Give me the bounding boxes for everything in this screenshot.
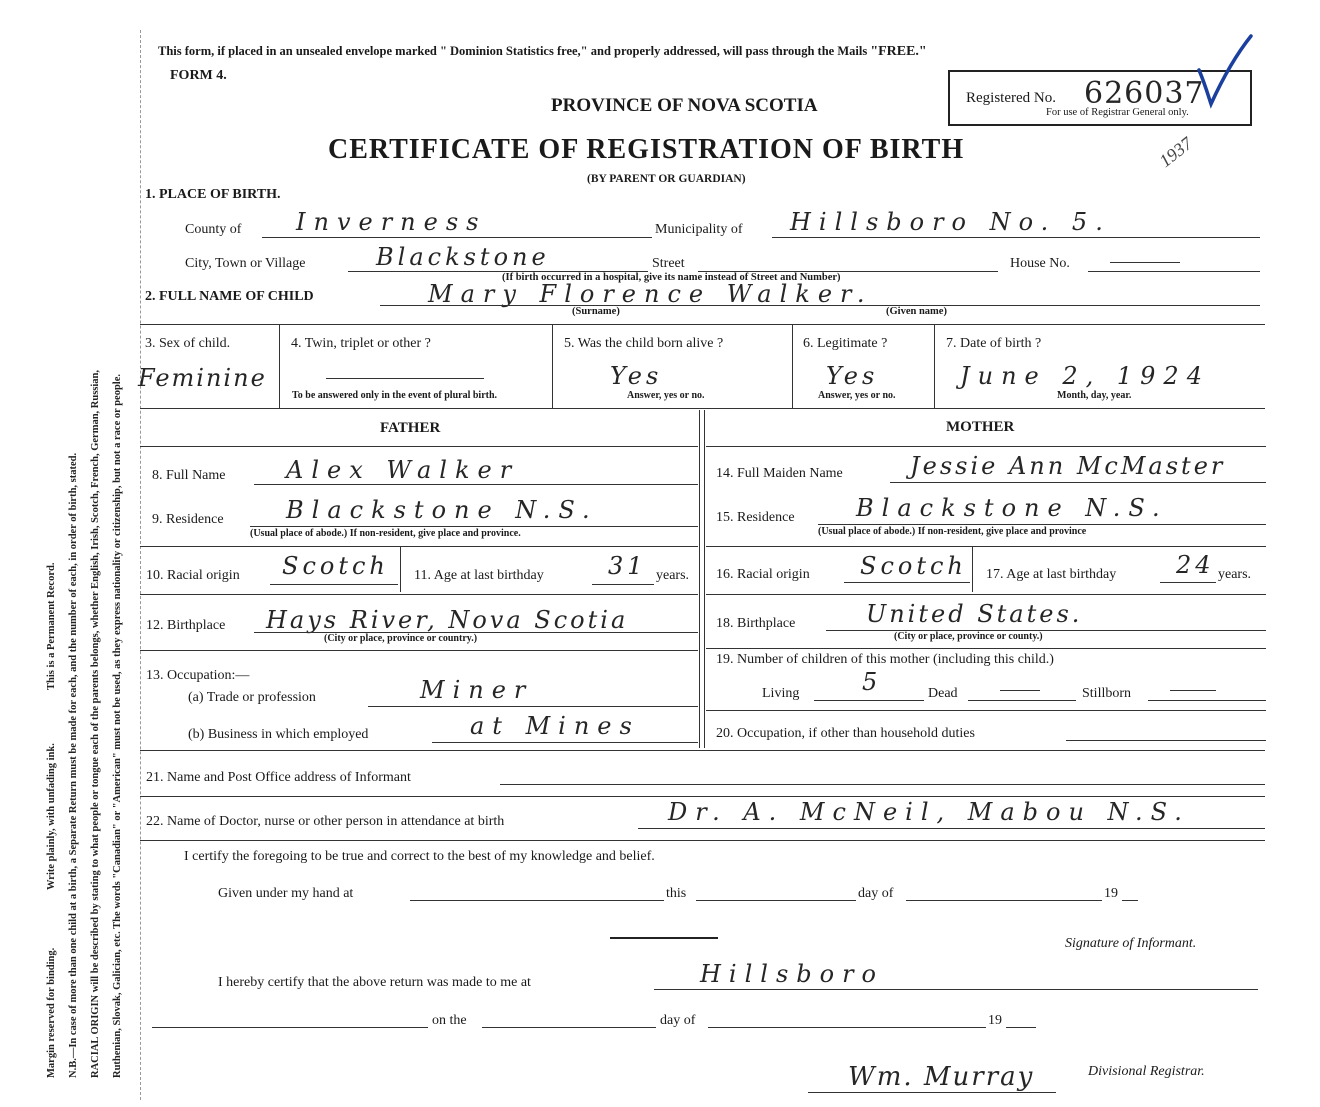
mother-rule-3 <box>706 648 1266 649</box>
father-res-note: (Usual place of abode.) If non-resident, give place and province. <box>250 528 521 539</box>
margin-note-nationality: Ruthenian, Slovak, Galician, etc. The words "Canadian" or "American" must not be used, as they express nationality or citizenship, but not a race or people. <box>112 373 123 1078</box>
margin-note-ink: Write plainly, with unfading ink. <box>46 743 57 890</box>
registered-label: Registered No. <box>966 90 1056 106</box>
given-year-line <box>1122 900 1138 901</box>
municipality-value: Hillsboro No. 5. <box>790 208 1111 236</box>
mother-rule-1 <box>706 546 1266 547</box>
mother-heading: MOTHER <box>946 419 1015 435</box>
mother-occupation-line <box>1066 740 1266 741</box>
father-age-value: 31 <box>608 552 647 580</box>
alive-value: Yes <box>610 362 663 390</box>
registrar-statement: I hereby certify that the above return was made to me at <box>218 975 531 990</box>
mother-age-label: 17. Age at last birthday <box>986 567 1117 582</box>
dead-dash <box>1000 690 1040 691</box>
document-title: CERTIFICATE OF REGISTRATION OF BIRTH <box>328 134 965 165</box>
registrar-year-label: 19 <box>988 1013 1002 1028</box>
document-subtitle: (BY PARENT OR GUARDIAN) <box>587 173 746 185</box>
given-name-note: (Given name) <box>886 306 947 317</box>
checkmark-icon <box>1195 32 1255 112</box>
given-month-line <box>906 900 1102 901</box>
father-age-label: 11. Age at last birthday <box>414 568 544 583</box>
father-heading: FATHER <box>380 420 441 436</box>
dead-label: Dead <box>928 686 958 701</box>
father-name-value: Alex Walker <box>286 456 520 484</box>
child-name-line <box>380 305 1260 306</box>
mail-notice-text: This form, if placed in an unsealed envelope marked " Dominion Statistics free," and properly addressed, will pass through the Mails <box>158 44 871 58</box>
registrar-signature-line <box>808 1092 1056 1093</box>
house-dash <box>1110 262 1180 263</box>
mother-res-note: (Usual place of abode.) If non-resident, give place and province <box>818 526 1087 537</box>
informant-rule <box>140 796 1265 797</box>
legitimate-value: Yes <box>826 362 879 390</box>
municipality-label: Municipality of <box>655 222 743 237</box>
row3-div-1 <box>279 324 280 408</box>
twin-note: To be answered only in the event of plural birth. <box>292 390 498 401</box>
registrar-blank-line <box>152 1027 428 1028</box>
certify-statement: I certify the foregoing to be true and correct to the best of my knowledge and belief. <box>184 849 655 864</box>
given-under-label: Given under my hand at <box>218 886 354 901</box>
divisional-registrar-label: Divisional Registrar. <box>1088 1064 1205 1079</box>
margin-note-binding: Margin reserved for binding. <box>46 947 57 1078</box>
mother-rule-4 <box>706 710 1266 711</box>
mother-age-unit: years. <box>1218 567 1252 582</box>
doctor-line <box>638 828 1265 829</box>
mother-bp-label: 18. Birthplace <box>716 616 796 631</box>
street-note: (If birth occurred in a hospital, give its name instead of Street and Number) <box>502 272 841 283</box>
on-the-label: on the <box>432 1013 467 1028</box>
registrar-note: For use of Registrar General only. <box>1046 107 1189 118</box>
living-label: Living <box>762 686 800 701</box>
mother-res-line <box>818 524 1266 525</box>
row3-bottom-rule <box>140 408 1265 409</box>
county-label: County of <box>185 222 242 237</box>
father-trade-label: (a) Trade or profession <box>188 690 316 705</box>
stillborn-line <box>1148 700 1266 701</box>
stillborn-label: Stillborn <box>1082 686 1132 701</box>
father-trade-value: Miner <box>420 676 534 704</box>
father-rule-1 <box>140 546 698 547</box>
sex-label: 3. Sex of child. <box>145 336 231 351</box>
form-number: FORM 4. <box>170 68 227 83</box>
county-value: Inverness <box>296 208 487 236</box>
binding-margin <box>0 0 140 1107</box>
short-rule <box>610 937 718 939</box>
father-age-unit: years. <box>656 568 690 583</box>
given-place-line <box>410 900 664 901</box>
father-occupation-label: 13. Occupation:— <box>146 668 250 683</box>
province-heading: PROVINCE OF NOVA SCOTIA <box>551 95 818 116</box>
margin-note-racial-origin: RACIAL ORIGIN will be described by stating to what people or tongue each of the parents belongs, whether English, Irish, Scotch, French, German, Russian, <box>90 369 101 1078</box>
parents-bottom-rule <box>140 750 1265 751</box>
county-line <box>262 237 652 238</box>
informant-label: 21. Name and Post Office address of Informant <box>146 770 411 785</box>
father-res-label: 9. Residence <box>152 512 224 527</box>
twin-label: 4. Twin, triplet or other ? <box>291 336 431 351</box>
given-year-label: 19 <box>1104 886 1118 901</box>
father-race-line <box>270 584 398 585</box>
binding-line <box>140 30 141 1100</box>
stamp-number: 1937 <box>1155 133 1197 172</box>
legitimate-note: Answer, yes or no. <box>818 390 896 401</box>
doctor-label: 22. Name of Doctor, nurse or other person in attendance at birth <box>146 814 505 829</box>
row3-div-2 <box>552 324 553 408</box>
street-label: Street <box>652 256 685 271</box>
registrar-place-line <box>654 989 1258 990</box>
place-heading: 1. PLACE OF BIRTH. <box>145 187 281 202</box>
sex-value: Feminine <box>138 364 267 392</box>
father-res-value: Blackstone N.S. <box>286 496 598 524</box>
registrar-place-value: Hillsboro <box>700 960 885 988</box>
father-name-line <box>254 484 698 485</box>
margin-note-multiple-birth: N.B.—In case of more than one child at a birth, a Separate Return must be made for each, and the number of each, in order of birth, stated. <box>68 452 79 1078</box>
children-count-label: 19. Number of children of this mother (including this child.) <box>716 652 1054 667</box>
house-line <box>1088 271 1260 272</box>
father-bp-note: (City or place, province or country.) <box>324 633 478 644</box>
registered-number: 626037 <box>1084 76 1205 111</box>
father-race-label: 10. Racial origin <box>146 568 240 583</box>
living-line <box>814 700 924 701</box>
father-trade-line <box>368 706 698 707</box>
father-race-value: Scotch <box>282 552 389 580</box>
registrar-day-of-label: day of <box>660 1013 696 1028</box>
parents-divider-a <box>699 410 700 748</box>
father-bp-value: Hays River, Nova Scotia <box>266 606 629 634</box>
parents-divider-b <box>704 410 705 748</box>
mother-res-label: 15. Residence <box>716 510 795 525</box>
twin-dash <box>326 378 484 379</box>
this-label: this <box>666 886 687 901</box>
father-age-line <box>592 584 654 585</box>
mother-race-label: 16. Racial origin <box>716 567 810 582</box>
father-name-label: 8. Full Name <box>152 468 226 483</box>
mail-notice-free: "FREE." <box>870 44 927 59</box>
municipality-line <box>772 237 1260 238</box>
mother-race-divider <box>972 546 973 592</box>
living-value: 5 <box>862 668 882 696</box>
mother-bp-value: United States. <box>866 600 1083 628</box>
mother-name-line <box>890 482 1266 483</box>
mother-name-label: 14. Full Maiden Name <box>716 466 843 481</box>
row3-top-rule <box>140 324 1265 325</box>
alive-label: 5. Was the child born alive ? <box>564 336 724 351</box>
registrar-year-line <box>1006 1027 1036 1028</box>
mother-age-value: 24 <box>1176 551 1215 579</box>
row3-div-4 <box>934 324 935 408</box>
mother-rule-2 <box>706 594 1266 595</box>
mother-age-line <box>1160 582 1216 583</box>
on-the-day-line <box>482 1027 656 1028</box>
father-heading-rule <box>140 446 698 447</box>
house-label: House No. <box>1010 256 1070 271</box>
margin-note-permanent: This is a Permanent Record. <box>46 562 57 690</box>
this-day-line <box>696 900 856 901</box>
father-bp-label: 12. Birthplace <box>146 618 226 633</box>
doctor-value: Dr. A. McNeil, Mabou N.S. <box>668 798 1190 826</box>
city-label: City, Town or Village <box>185 256 306 271</box>
father-race-divider <box>400 546 401 592</box>
father-rule-2 <box>140 594 698 595</box>
informant-signature-label: Signature of Informant. <box>1065 936 1197 951</box>
mother-name-value: Jessie Ann McMaster <box>910 452 1226 480</box>
mother-res-value: Blackstone N.S. <box>856 494 1168 522</box>
mail-notice <box>158 44 927 60</box>
dead-line <box>968 700 1076 701</box>
dob-value: June 2, 1924 <box>960 362 1210 390</box>
mother-bp-line <box>826 630 1266 631</box>
mother-race-line <box>844 582 970 583</box>
informant-line <box>500 784 1265 785</box>
father-business-label: (b) Business in which employed <box>188 727 369 742</box>
child-name-label: 2. FULL NAME OF CHILD <box>145 289 314 304</box>
stillborn-dash <box>1170 690 1216 691</box>
legitimate-label: 6. Legitimate ? <box>803 336 888 351</box>
dob-note: Month, day, year. <box>1057 390 1132 401</box>
alive-note: Answer, yes or no. <box>627 390 705 401</box>
child-name-value: Mary Florence Walker. <box>428 280 873 308</box>
row3-div-3 <box>792 324 793 408</box>
father-business-value: at Mines <box>470 712 640 740</box>
given-day-of-label: day of <box>858 886 894 901</box>
doctor-rule <box>140 840 1265 841</box>
father-rule-3 <box>140 650 698 651</box>
father-res-line <box>250 526 698 527</box>
father-business-line <box>432 742 698 743</box>
registrar-signature: Wm. Murray <box>848 1062 1035 1092</box>
surname-note: (Surname) <box>572 306 620 317</box>
dob-label: 7. Date of birth ? <box>946 336 1042 351</box>
mother-heading-rule <box>706 446 1266 447</box>
mother-occupation-label: 20. Occupation, if other than household duties <box>716 726 975 741</box>
city-value: Blackstone <box>376 243 550 271</box>
mother-race-value: Scotch <box>860 552 967 580</box>
mother-bp-note: (City or place, province or county.) <box>894 631 1043 642</box>
registrar-month-line <box>708 1027 986 1028</box>
